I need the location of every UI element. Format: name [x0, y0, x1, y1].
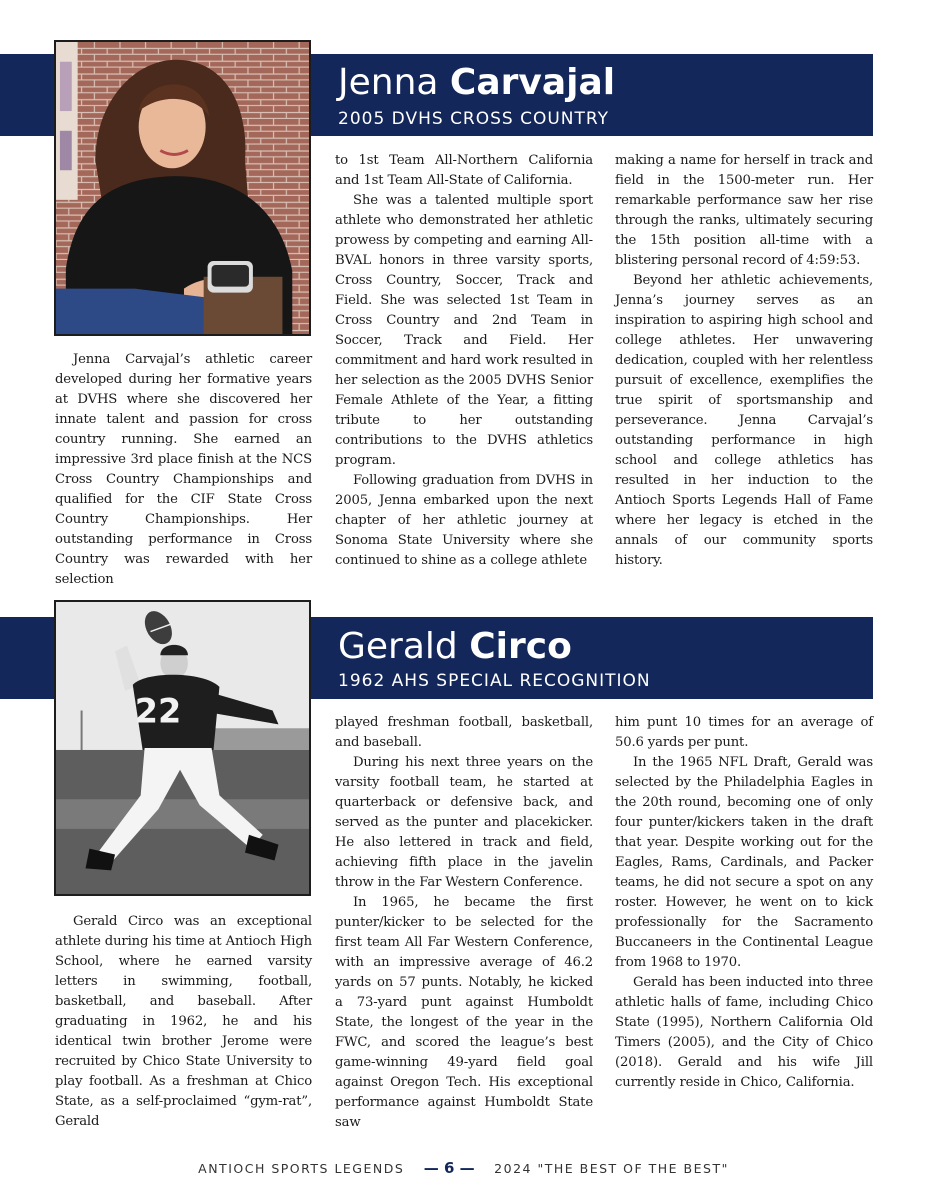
- paragraph: Beyond her athletic achievements, Jenna’s journey serves as an inspiration to aspiring high school and college athletes. Her unwavering dedication, coupled with her relentless pursuit of excellence, exemplifies the true spirit of sportsmanship and perseverance. Jenna Carvajal’s outstanding performance in high school and college athletics has resulted in her induction to the Antioch Sports Legends Hall of Fame where her legacy is etched in the annals of our community sports history.: [615, 273, 873, 568]
- paragraph: During his next three years on the varsity football team, he started at quarterback or defensive back, and served as the punter and placekicker. He also lettered in track and field, achieving fifth place in the javelin throw in the Far Western Conference.: [335, 755, 593, 890]
- text-column-1-carvajal: [55, 350, 312, 590]
- text-column-2-carvajal: [335, 151, 593, 571]
- paragraph: played freshman football, basketball, and baseball.: [335, 715, 593, 750]
- page-footer: [0, 1159, 927, 1177]
- profile-subtitle-circo: 1962 AHS SPECIAL RECOGNITION: [338, 671, 651, 691]
- paragraph: In the 1965 NFL Draft, Gerald was selected by the Philadelphia Eagles in the 20th round, becoming one of only four punter/kickers taken in the draft that year. Despite working out for the Eagles, Rams, Cardinals, and Packer teams, he did not secure a spot on any roster. However, he went on to kick professionally for the Sacramento Buccaneers in the Continental League from 1968 to 1970.: [615, 755, 873, 970]
- last-name: Circo: [469, 626, 572, 667]
- paragraph: In 1965, he became the first punter/kicker to be selected for the first team All Far Western Conference, with an impressive average of 46.2 yards on 57 punts. Notably, he kicked a 73-yard punt against Humboldt State, the longest of the year in the FWC, and scored the league’s best game-winning 49-yard field goal against Oregon Tech. His exceptional performance against Humboldt State saw: [335, 895, 593, 1130]
- text-column-1-circo: [55, 912, 312, 1132]
- paragraph: Jenna Carvajal’s athletic career developed during her formative years at DVHS where she discovered her innate talent and passion for cross country running. She earned an impressive 3rd place finish at the NCS Cross Country Championships and qualified for the CIF State Cross Country Championships. Her outstanding performance in Cross Country was rewarded with her selection: [55, 352, 312, 587]
- paragraph: Gerald has been inducted into three athletic halls of fame, including Chico State (1995), Northern California Old Timers (2005), and the City of Chico (2018). Gerald and his wife Jill currently reside in Chico, California.: [615, 975, 873, 1090]
- footer-edition: 2024 "THE BEST OF THE BEST": [494, 1161, 729, 1176]
- text-column-3-carvajal: [615, 151, 873, 571]
- profile-subtitle-carvajal: 2005 DVHS CROSS COUNTRY: [338, 109, 610, 129]
- action-photo-circo: [54, 600, 311, 896]
- text-column-3-circo: [615, 713, 873, 1093]
- paragraph: Gerald Circo was an exceptional athlete during his time at Antioch High School, where he earned varsity letters in swimming, football, basketball, and baseball. After graduating in 1962, he and his identical twin brother Jerome were recruited by Chico State University to play football. As a freshman at Chico State, as a self-proclaimed “gym-rat”, Gerald: [55, 914, 312, 1129]
- paragraph: making a name for herself in track and field in the 1500-meter run. Her remarkable performance saw her rise through the ranks, ultimately securing the 15th position all-time with a blistering personal record of 4:59:53.: [615, 153, 873, 268]
- jersey-number: 22: [134, 691, 182, 731]
- paragraph: Following graduation from DVHS in 2005, Jenna embarked upon the next chapter of her athletic journey at Sonoma State University where she continued to shine as a college athlete: [335, 473, 593, 568]
- profile-name-carvajal: [338, 63, 615, 103]
- paragraph: to 1st Team All-Northern California and 1st Team All-State of California.: [335, 153, 593, 188]
- first-name: Gerald: [338, 626, 458, 667]
- paragraph: She was a talented multiple sport athlete who demonstrated her athletic prowess by competing and earning All-BVAL honors in three varsity sports, Cross Country, Soccer, Track and Field. She was selected 1st Team in Cross Country and 2nd Team in Soccer, Track and Field. Her commitment and hard work resulted in her selection as the 2005 DVHS Senior Female Athlete of the Year, a fitting tribute to her outstanding contributions to the DVHS athletics program.: [335, 193, 593, 468]
- text-column-2-circo: [335, 713, 593, 1133]
- last-name: Carvajal: [449, 62, 616, 103]
- footer-publication: ANTIOCH SPORTS LEGENDS: [198, 1161, 405, 1176]
- page-number: — 6 —: [423, 1159, 475, 1177]
- first-name: Jenna: [338, 62, 439, 103]
- paragraph: him punt 10 times for an average of 50.6 yards per punt.: [615, 715, 873, 750]
- portrait-photo-carvajal: [54, 40, 311, 336]
- profile-name-circo: [338, 627, 572, 667]
